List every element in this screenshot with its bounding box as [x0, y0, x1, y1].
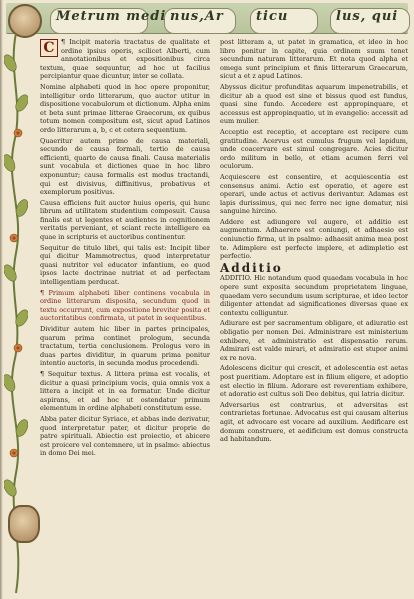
paragraph: ADDITIO. Hic notandum quod quaedam vocabula in hoc opere sunt exposita secundum proprietatem linguae, quaedam vero secundum usum scripturae, et ideo lector diligenter attendat ad significationes diversas quae ex contextu colliguntur. [220, 274, 408, 317]
paragraph: ¶ Primum alphabeti liber continens vocabula in ordine litterarum disposita, secundum quod in textu occurrunt, cum expositione breviter posita et auctoritatibus confirmata, ut patet in sequentibus. [40, 288, 210, 323]
scholar-figure [8, 505, 40, 543]
paragraph: ¶ Incipit materia tractatus de qualitate et ordine ipsius operis, scilicet Alberti, cum annotationibus et expositionibus circa textum, quae sequuntur, ad hoc ut facilius percipiantur quae dicuntur, inter se collata. [40, 38, 210, 81]
paragraph: Adolescens dicitur qui crescit, et adolescentia est aetas post pueritiam. Adoptare est in filium eligere, et adoptio est electio in filium. Adorare est reverentiam exhibere, et adoratio est cultus soli Deo debitus, qui latria dicitur. [220, 364, 408, 399]
paragraph: ¶ Sequitur textus. A littera prima est vocalis, et dicitur a quasi principium vocis, quia omnis vox a littera a incipit et in ea formatur. Unde dicitur aspirans, et ad hoc ut ostendatur primum elementum in ordine alphabeti constitutum esse. [40, 369, 210, 413]
paragraph: Sequitur de titulo libri, qui talis est: Incipit liber qui dicitur Mammotrectus, quod interpretatur quasi nutritor vel educator infantium, eo quod ipsos lacte doctrinae nutriat et ad perfectam intelligentiam perducat. [40, 243, 210, 287]
banner-text: ticu [256, 9, 289, 24]
paragraph: Dividitur autem hic liber in partes principales, quarum prima continet prologum, secunda tractatum, tertia conclusionem. Prologus vero in duas partes dividitur, in quarum prima ponitur intentio auctoris, in secunda modus procedendi. [40, 325, 210, 368]
paragraph: Acceptio est receptio, et acceptare est recipere cum gratitudine. Acervus est cumulus frugum vel lapidum, unde coacervare est simul congregare. Acies dicitur ordo militum in bello, et etiam acumen ferri vel oculorum. [220, 127, 408, 171]
text-column-left [40, 38, 210, 583]
paragraph: Adiurare est per sacramentum obligare, et adiuratio est obligatio per nomen Dei. Administrare est ministerium exhibere, et administratio est dispensatio rerum. Admirari est valde mirari, et admiratio est stupor animi ex re nova. [220, 319, 408, 362]
paragraph: Causa efficiens fuit auctor huius operis, qui hunc librum ad utilitatem studentium composuit. Causa finalis est ut legentes et audientes in cognitionem veritatis perveniant, et sciant recte intelligere ea quae in scripturis et auctoribus continentur. [40, 198, 210, 242]
banner-text: nus,Ar [170, 9, 224, 24]
paragraph: Nomine alphabeti quod in hoc opere proponitur, intelligitur ordo litterarum, quo auctor utitur in dispositione vocabulorum et dictionum. Alpha enim et beta sunt primae litterae Graecorum, ex quibus totum nomen compositum est, sicut apud Latinos ordo litterarum a, b, c et cetera sequentium. [40, 82, 210, 134]
decorated-initial: C [40, 39, 58, 57]
banner-text: Metrum medi [56, 9, 167, 24]
paragraph: Adversarius est contrarius, et adversitas est contrarietas fortunae. Advocatus est qui causam alterius agit, et advocare est vocare ad auxilium. Aedificare est domum construere, et aedificium est domus constructa ad habitandum. [220, 400, 408, 444]
top-banner [6, 3, 408, 34]
paragraph: Abyssus dicitur profunditas aquarum impenetrabilis, et dicitur ab a quod est sine et bissus quod est fundus, quasi sine fundo. Accedere est appropinquare, et accessus est appropinquatio, ut in evangelio: accessit ad eum mulier. [220, 82, 408, 126]
section-heading: Additio [220, 260, 283, 275]
paragraph: Quaeritur autem primo de causa materiali, secundo de causa formali, tertio de causa efficienti, quarto de causa finali. Causa materialis sunt vocabula et dictiones quae in hoc libro exponuntur; causa formalis est modus tractandi, qui est divisivus, diffinitivus, probativus et exemplorum positivus. [40, 136, 210, 197]
paragraph: post litteram a, ut patet in gramatica, et ideo in hoc libro ponitur in capite, quia ordinem suum tenet secundum naturam litterarum. Et nota quod alpha et omega sunt principium et finis litterarum Graecarum, sicut a et z apud Latinos. [220, 38, 408, 81]
paragraph: Abba pater dicitur Syriace, et abbas inde derivatur, quod interpretatur pater, et dicitur proprie de patre spirituali. Abiectio est proiectio, et abicere est proicere vel contemnere, ut in psalmo: abiectus in domo Dei mei. [40, 414, 210, 458]
paragraph: Addere est adiungere vel augere, et additio est augmentum. Adhaerere est coniungi, et adhaesio est coniunctio firma, ut in psalmo: adhaesit anima mea post te. Adimplere est perfecte implere, et adimpletio est perfectio. [220, 217, 408, 261]
banner-text: lus, qui [336, 9, 399, 24]
paragraph: Acquiescere est consentire, et acquiescentia est consensus animi. Actio est operatio, et agere est operari, unde actus et activus derivantur. Adamas est lapis durissimus, qui nec ferro nec igne domatur, nisi sanguine hircino. [220, 172, 408, 216]
text-column-right [220, 38, 408, 590]
